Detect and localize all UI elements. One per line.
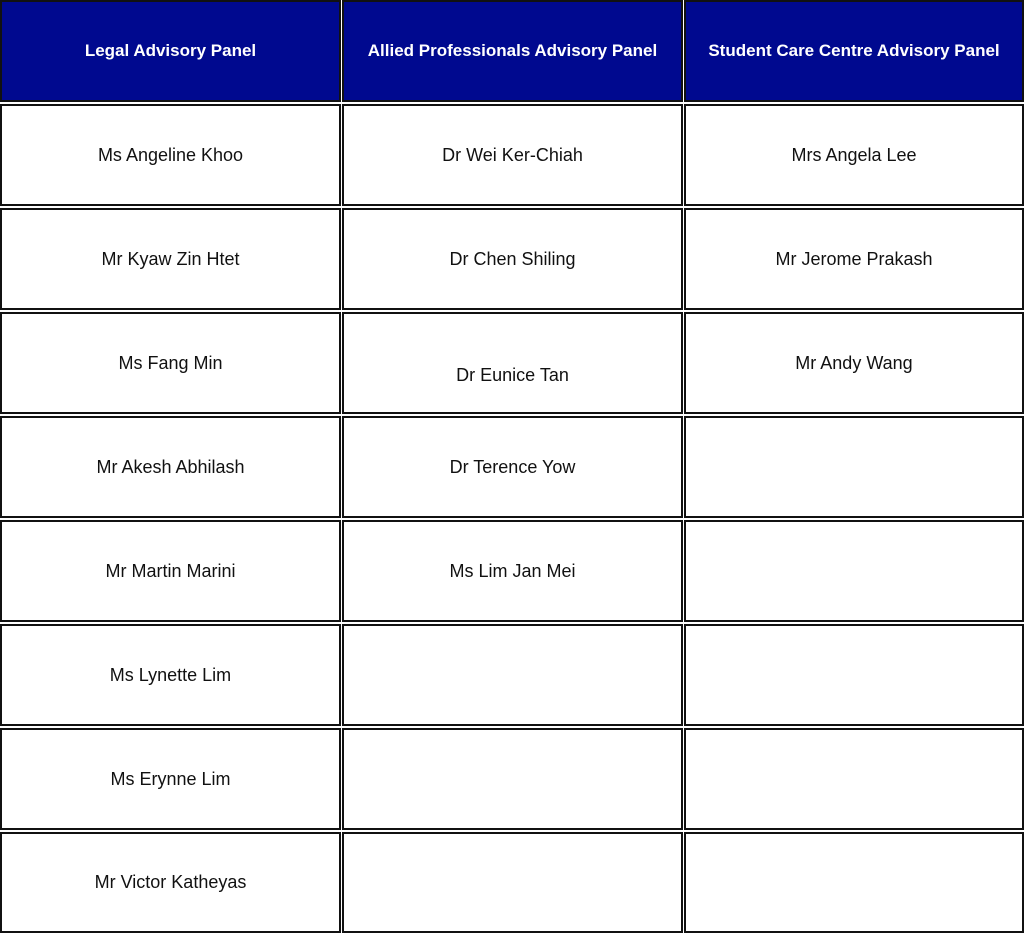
legal-panel-member: Ms Fang Min [0, 312, 341, 414]
empty-cell [342, 624, 683, 726]
allied-panel-member: Dr Eunice Tan [342, 312, 683, 414]
allied-panel-member: Ms Lim Jan Mei [342, 520, 683, 622]
allied-panel-member: Dr Wei Ker-Chiah [342, 104, 683, 206]
header-allied-professionals-advisory-panel: Allied Professionals Advisory Panel [342, 0, 683, 102]
legal-panel-member: Mr Victor Katheyas [0, 832, 341, 933]
legal-panel-member: Mr Akesh Abhilash [0, 416, 341, 518]
legal-panel-member: Ms Lynette Lim [0, 624, 341, 726]
student-care-panel-member: Mr Jerome Prakash [684, 208, 1024, 310]
allied-panel-member: Dr Chen Shiling [342, 208, 683, 310]
empty-cell [684, 832, 1024, 933]
empty-cell [684, 624, 1024, 726]
allied-panel-member: Dr Terence Yow [342, 416, 683, 518]
header-student-care-centre-advisory-panel: Student Care Centre Advisory Panel [684, 0, 1024, 102]
empty-cell [684, 520, 1024, 622]
student-care-panel-member: Mr Andy Wang [684, 312, 1024, 414]
empty-cell [342, 728, 683, 830]
legal-panel-member: Mr Kyaw Zin Htet [0, 208, 341, 310]
empty-cell [342, 832, 683, 933]
empty-cell [684, 416, 1024, 518]
empty-cell [684, 728, 1024, 830]
student-care-panel-member: Mrs Angela Lee [684, 104, 1024, 206]
legal-panel-member: Mr Martin Marini [0, 520, 341, 622]
legal-panel-member: Ms Angeline Khoo [0, 104, 341, 206]
header-legal-advisory-panel: Legal Advisory Panel [0, 0, 341, 102]
legal-panel-member: Ms Erynne Lim [0, 728, 341, 830]
